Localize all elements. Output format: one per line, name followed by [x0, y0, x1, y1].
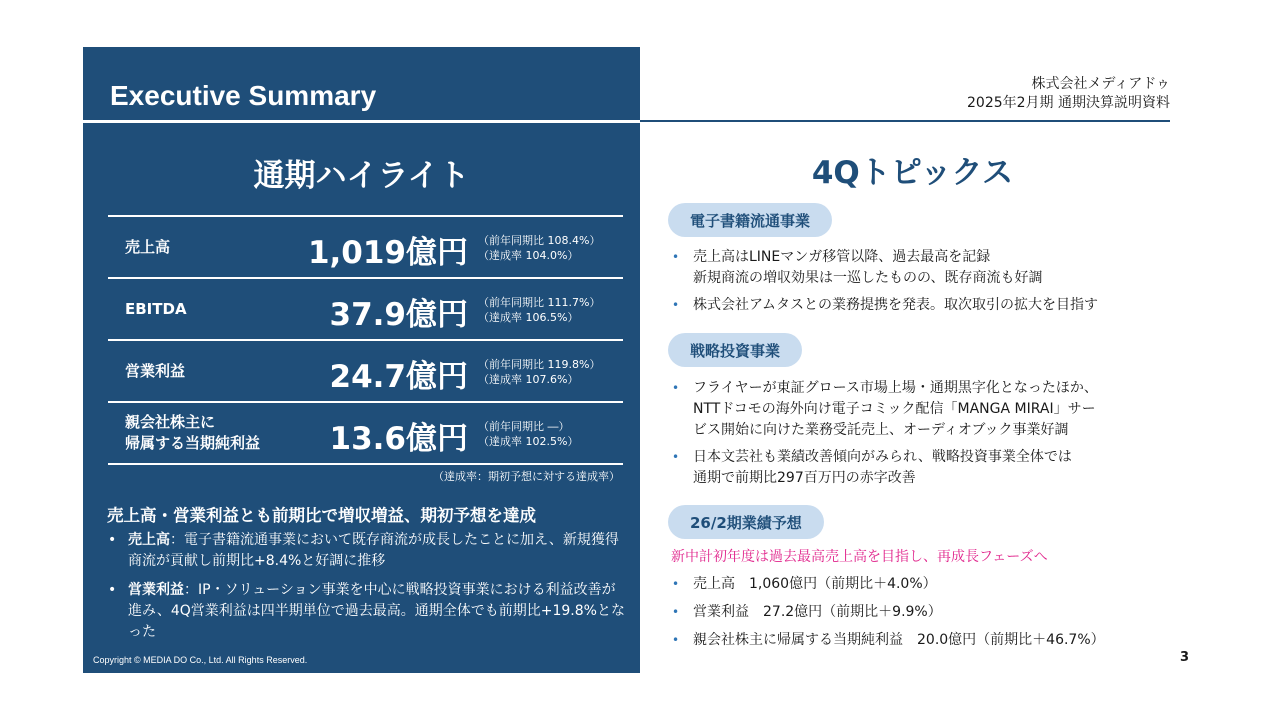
- bullet-dot-icon: •: [672, 450, 680, 464]
- metric-notes: [478, 419, 578, 449]
- bullet-text: ：電子書籍流通事業において既存商流が成長したことに加え、新規獲得商流が貢献し前期比+8.4%と好調に推移: [128, 532, 619, 569]
- summary-bullet: [108, 580, 628, 643]
- company-name: 株式会社メディアドゥ: [1031, 76, 1170, 92]
- bullet-line: 売上高 1,060億円（前期比＋4.0%）: [693, 576, 937, 592]
- summary-bullets: [108, 530, 628, 651]
- bullet-line: ビス開始に向けた業務受託売上、オーディオブック事業好調: [693, 422, 1069, 438]
- section-pill-ebook-distribution: 電子書籍流通事業: [668, 203, 832, 237]
- highlights-heading: 通期ハイライト: [253, 158, 470, 194]
- bullet-dot-icon: •: [108, 532, 117, 548]
- bullet-line: NTTドコモの海外向け電子コミック配信「MANGA MIRAI」サー: [693, 401, 1096, 417]
- forecast-bullets: [672, 574, 1182, 657]
- bullet-dot-icon: •: [672, 605, 680, 619]
- bullet-text: ：IP・ソリューション事業を中心に戦略投資事業における利益改善が進み、4Q営業利益は四半期単位で過去最高。通期全体でも前期比+19.8%となった: [128, 582, 625, 640]
- achievement-rate-note: （達成率：期初予想に対する達成率）: [433, 470, 620, 483]
- topics-heading: 4Qトピックス: [811, 155, 1014, 191]
- bullet-dot-icon: •: [672, 577, 680, 591]
- topic-bullet: [672, 447, 1182, 489]
- bullet-term: 売上高: [128, 532, 170, 548]
- summary-headline: 売上高・営業利益とも前期比で増収増益、期初予想を達成: [107, 506, 536, 525]
- metric-achievement: （達成率 102.5%）: [478, 435, 579, 448]
- forecast-bullet: [672, 602, 1182, 623]
- metric-value: 13.6億円: [329, 421, 468, 457]
- metric-notes: [478, 295, 600, 325]
- metric-notes: [478, 357, 600, 387]
- topic-bullets: [672, 247, 1182, 322]
- topic-bullet: [672, 295, 1182, 316]
- bullet-line: 営業利益 27.2億円（前期比＋9.9%）: [693, 604, 942, 620]
- metric-label: 親会社株主に 帰属する当期純利益: [125, 413, 261, 452]
- metric-row-net-income: [108, 401, 623, 465]
- topic-bullets: [672, 378, 1182, 495]
- metric-row-revenue: [108, 215, 623, 277]
- metric-label: 売上高: [125, 237, 171, 256]
- metric-value: 24.7億円: [329, 359, 468, 395]
- topic-bullet: [672, 247, 1182, 289]
- topic-bullet: [672, 378, 1182, 441]
- bullet-dot-icon: •: [672, 250, 680, 264]
- metric-row-ebitda: [108, 277, 623, 339]
- bullet-dot-icon: •: [672, 633, 680, 647]
- bullet-line: 日本文芸社も業績改善傾向がみられ、戦略投資事業全体では: [693, 449, 1072, 465]
- forecast-highlight: 新中計初年度は過去最高売上高を目指し、再成長フェーズへ: [671, 549, 1048, 565]
- bullet-dot-icon: •: [672, 381, 680, 395]
- metric-row-operating-profit: [108, 339, 623, 401]
- forecast-bullet: [672, 630, 1182, 651]
- metric-achievement: （達成率 107.6%）: [478, 373, 579, 386]
- bullet-line: 親会社株主に帰属する当期純利益 20.0億円（前期比＋46.7%）: [693, 632, 1105, 648]
- metric-yoy: （前年同期比 119.8%）: [478, 358, 601, 371]
- bullet-term: 営業利益: [128, 582, 184, 598]
- section-pill-forecast: 26/2期業績予想: [668, 505, 824, 539]
- header-divider-left: [83, 120, 640, 123]
- header-divider-right: [640, 120, 1170, 122]
- bullet-dot-icon: •: [672, 298, 680, 312]
- bullet-line: フライヤーが東証グロース市場上場・通期黒字化となったほか、: [693, 380, 1098, 396]
- bullet-line: 株式会社アムタスとの業務提携を発表。取次取引の拡大を目指す: [693, 297, 1099, 313]
- metric-yoy: （前年同期比 108.4%）: [478, 234, 601, 247]
- metric-value: 37.9億円: [329, 297, 468, 333]
- bullet-line: 通期で前期比297百万円の赤字改善: [693, 470, 916, 486]
- bullet-line: 売上高はLINEマンガ移管以降、過去最高を記録: [693, 249, 991, 265]
- forecast-bullet: [672, 574, 1182, 595]
- metric-value: 1,019億円: [307, 235, 468, 271]
- metric-achievement: （達成率 104.0%）: [478, 249, 579, 262]
- metric-achievement: （達成率 106.5%）: [478, 311, 579, 324]
- summary-bullet: [108, 530, 628, 572]
- bullet-line: 新規商流の増収効果は一巡したものの、既存商流も好調: [693, 270, 1043, 286]
- copyright: Copyright © MEDIA DO Co., Ltd. All Rights Reserved.: [93, 655, 308, 665]
- metric-yoy: （前年同期比 ―）: [478, 420, 570, 433]
- bullet-dot-icon: •: [108, 582, 117, 598]
- page-number: 3: [1180, 650, 1190, 665]
- section-pill-strategic-investment: 戦略投資事業: [668, 333, 802, 367]
- metric-label: 営業利益: [125, 361, 186, 380]
- page-title: Executive Summary: [110, 80, 377, 111]
- document-title: 2025年2月期 通期決算説明資料: [967, 95, 1170, 111]
- metric-yoy: （前年同期比 111.7%）: [478, 296, 601, 309]
- metric-notes: [478, 233, 600, 263]
- metric-label: EBITDA: [125, 299, 187, 318]
- company-info: [967, 75, 1170, 113]
